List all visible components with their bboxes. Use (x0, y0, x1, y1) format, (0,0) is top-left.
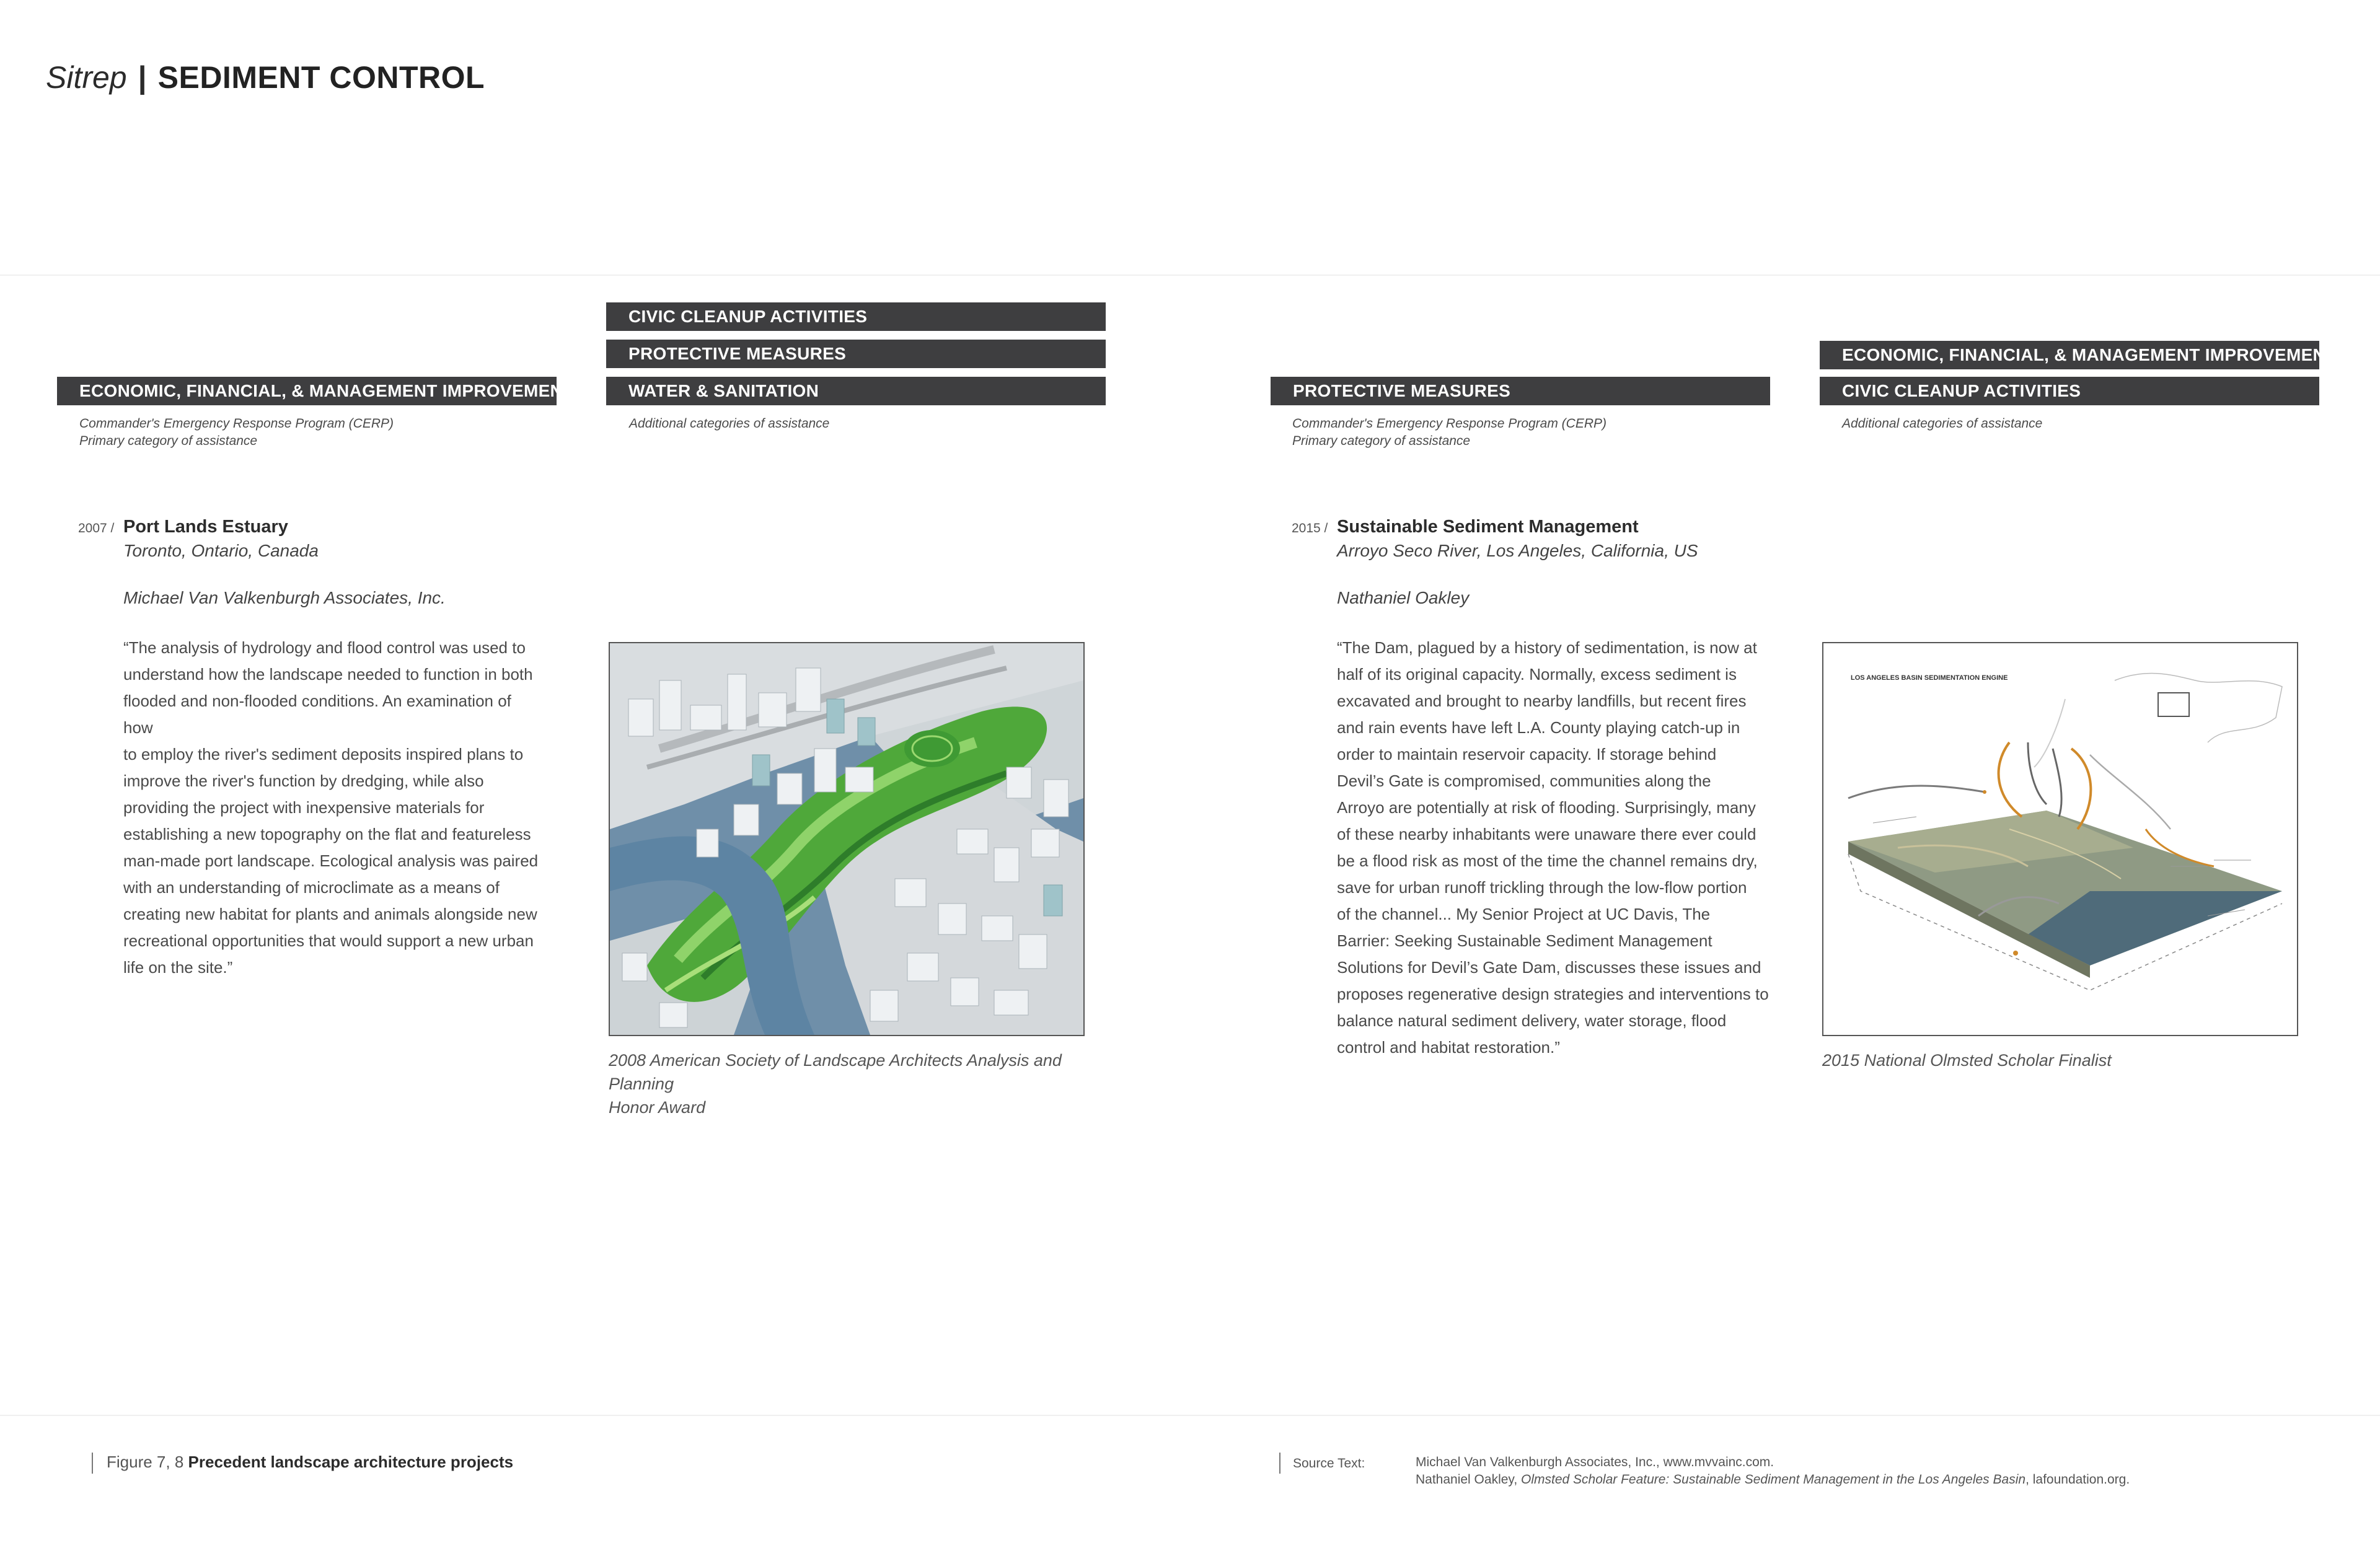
source-line: Michael Van Valkenburgh Associates, Inc., www.mvvainc.com. (1416, 1455, 1774, 1469)
source-site: , lafoundation.org. (2025, 1472, 2130, 1487)
additional-category-note: Additional categories of assistance (629, 416, 830, 431)
caption-line: 2015 National Olmsted Scholar Finalist (1822, 1051, 2112, 1070)
section-kicker: Sitrep (46, 60, 127, 95)
quote-line: and rain events have left L.A. County playing catch-up in (1337, 718, 1740, 737)
project-quote (123, 635, 545, 981)
quote-line: man-made port landscape. Ecological analysis was paired (123, 851, 539, 870)
page-title: SEDIMENT CONTROL (157, 60, 485, 95)
project-location: Toronto, Ontario, Canada (123, 541, 319, 560)
quote-line: with an understanding of microclimate as a means of (123, 878, 500, 897)
quote-line: save for urban runoff trickling through the low-flow portion (1337, 878, 1747, 897)
quote-line: Solutions for Devil’s Gate Dam, discusses these issues and (1337, 958, 1761, 977)
project-year: 2015 / (1292, 521, 1328, 535)
additional-category-bar: PROTECTIVE MEASURES (606, 340, 1106, 368)
source-author: Nathaniel Oakley, (1416, 1472, 1522, 1487)
cerp-label: Commander's Emergency Response Program (CERP) (1292, 416, 1607, 431)
top-rule (0, 275, 2380, 276)
source-label: Source Text: (1293, 1456, 1365, 1471)
figure-title: Precedent landscape architecture projects (188, 1453, 514, 1471)
primary-category-note (1292, 415, 1606, 450)
primary-category-note (79, 415, 394, 450)
quote-line: Barrier: Seeking Sustainable Sediment Management (1337, 931, 1712, 950)
quote-line: of these nearby inhabitants were unaware there ever could (1337, 825, 1756, 843)
project-title: Port Lands Estuary (123, 517, 288, 537)
caption-line: Honor Award (609, 1098, 706, 1117)
additional-category-bar: WATER & SANITATION (606, 377, 1106, 405)
quote-line: providing the project with inexpensive materials for (123, 798, 485, 817)
project-title: Sustainable Sediment Management (1337, 517, 1639, 537)
figure-number: Figure 7, 8 (107, 1453, 184, 1471)
quote-line: life on the site.” (123, 958, 233, 977)
quote-line: of the channel... My Senior Project at UC Davis, The (1337, 905, 1711, 923)
sediment-engine-diagram (1822, 642, 2298, 1036)
quote-line: establishing a new topography on the flat and featureless (123, 825, 531, 843)
quote-line: to employ the river's sediment deposits inspired plans to (123, 745, 524, 763)
bottom-rule (0, 1415, 2380, 1416)
page-header (46, 59, 485, 95)
footer-divider (92, 1453, 93, 1474)
figure-caption (1822, 1049, 2293, 1072)
figure-caption (609, 1049, 1117, 1119)
caption-line: 2008 American Society of Landscape Architects Analysis and Planning (609, 1051, 1062, 1093)
quote-line: recreational opportunities that would support a new urban (123, 931, 534, 950)
diagram-title: LOS ANGELES BASIN SEDIMENTATION ENGINE (1851, 674, 2008, 682)
quote-line: proposes regenerative design strategies and interventions to (1337, 985, 1769, 1003)
primary-category-bar: ECONOMIC, FINANCIAL, & MANAGEMENT IMPROVEMENTS (57, 377, 557, 405)
project-location: Arroyo Seco River, Los Angeles, California, US (1337, 541, 1698, 560)
source-title: Olmsted Scholar Feature: Sustainable Sediment Management in the Los Angeles Basin (1521, 1472, 2026, 1487)
aerial-site-render (609, 642, 1085, 1036)
primary-category-bar: PROTECTIVE MEASURES (1271, 377, 1770, 405)
project-quote (1337, 635, 1771, 1061)
quote-line: improve the river's function by dredging, while also (123, 772, 484, 790)
source-line (1416, 1472, 2130, 1487)
quote-line: balance natural sediment delivery, water storage, flood (1337, 1011, 1727, 1030)
primary-label: Primary category of assistance (1292, 434, 1471, 448)
cerp-label: Commander's Emergency Response Program (CERP) (79, 416, 394, 431)
header-separator: | (138, 60, 147, 95)
quote-line: excavated and brought to nearby landfills, but recent fires (1337, 692, 1747, 710)
aerial-site-render-icon (610, 643, 1083, 1035)
additional-category-note: Additional categories of assistance (1842, 416, 2043, 431)
footer-divider (1279, 1453, 1280, 1474)
primary-label: Primary category of assistance (79, 434, 258, 448)
quote-line: be a flood risk as most of the time the channel remains dry, (1337, 851, 1758, 870)
quote-line: creating new habitat for plants and animals alongside new (123, 905, 537, 923)
quote-line: “The analysis of hydrology and flood control was used to (123, 638, 526, 657)
additional-category-bar: CIVIC CLEANUP ACTIVITIES (606, 302, 1106, 331)
quote-line: Devil’s Gate is compromised, communities along the (1337, 772, 1711, 790)
project-author: Michael Van Valkenburgh Associates, Inc. (123, 588, 446, 607)
figure-label (107, 1453, 513, 1472)
project-author: Nathaniel Oakley (1337, 588, 1470, 607)
project-year: 2007 / (78, 521, 115, 535)
sediment-diagram-icon (1823, 643, 2297, 1035)
quote-line: Arroyo are potentially at risk of flooding. Surprisingly, many (1337, 798, 1756, 817)
quote-line: flooded and non-flooded conditions. An examination of how (123, 692, 511, 737)
quote-line: “The Dam, plagued by a history of sedimentation, is now at (1337, 638, 1757, 657)
additional-category-bar: CIVIC CLEANUP ACTIVITIES (1820, 377, 2319, 405)
quote-line: control and habitat restoration.” (1337, 1038, 1560, 1057)
additional-category-bar: ECONOMIC, FINANCIAL, & MANAGEMENT IMPROVEMENTS (1820, 341, 2319, 369)
quote-line: understand how the landscape needed to function in both (123, 665, 533, 684)
quote-line: order to maintain reservoir capacity. If storage behind (1337, 745, 1717, 763)
quote-line: half of its original capacity. Normally, excess sediment is (1337, 665, 1737, 684)
